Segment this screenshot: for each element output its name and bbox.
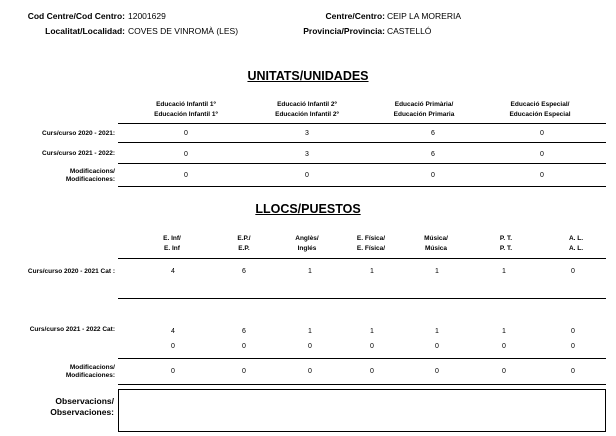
llocs-cell: 0 [242, 368, 246, 375]
llocs-cell: 1 [502, 268, 506, 275]
unitats-col-inf2: Educació Infantil 2º Educación Infantil 2º [275, 101, 339, 118]
unitats-cell: 3 [305, 130, 309, 137]
unitats-row-2021-label: Curs/curso 2021 - 2022: [42, 150, 115, 157]
llocs-col-efisica: E. Física/ E. Física/ [356, 235, 386, 252]
code-value: 12001629 [128, 11, 166, 21]
unitats-cell: 0 [305, 172, 309, 179]
llocs-cell: 6 [242, 268, 246, 275]
llocs-cell: 1 [435, 328, 439, 335]
llocs-row-2021-label: Curs/curso 2021 - 2022 Cat: [29, 326, 115, 333]
code-label: Cod Centre/Cod Centro: [27, 11, 125, 21]
llocs-cell: 1 [308, 268, 312, 275]
unitats-modif-label: Modificacions/ Modificaciones: [65, 168, 115, 183]
unitats-cell: 6 [431, 130, 435, 137]
llocs-col-einf: E. Inf/ E. Inf [163, 235, 181, 252]
unitats-cell: 0 [184, 130, 188, 137]
llocs-cell: 0 [571, 328, 575, 335]
llocs-cell: 1 [502, 328, 506, 335]
llocs-cell: 0 [171, 368, 175, 375]
divider [118, 258, 606, 259]
llocs-cell: 4 [171, 268, 175, 275]
locality-label: Localitat/Localidad: [45, 26, 125, 36]
unitats-cell: 0 [540, 151, 544, 158]
llocs-cell: 6 [242, 328, 246, 335]
llocs-col-pt: P. T. P. T. [499, 235, 513, 252]
unitats-row-2020-label: Curs/curso 2020 - 2021: [42, 130, 115, 137]
divider [118, 142, 606, 143]
llocs-cell: 0 [435, 368, 439, 375]
unitats-cell: 6 [431, 151, 435, 158]
llocs-col-angles: Anglès/ Inglés [295, 235, 319, 252]
province-label: Provincia/Provincia: [303, 26, 385, 36]
llocs-cell: 0 [370, 343, 374, 350]
divider [118, 384, 606, 385]
locality-value: COVES DE VINROMÀ (LES) [128, 26, 239, 36]
llocs-cell: 4 [171, 328, 175, 335]
llocs-cell: 0 [370, 368, 374, 375]
llocs-col-al: A. L. A. L. [568, 235, 584, 252]
llocs-cell: 1 [370, 328, 374, 335]
llocs-cell: 0 [502, 343, 506, 350]
divider [118, 163, 606, 164]
center-value: CEIP LA MORERIA [387, 11, 462, 21]
llocs-cell: 0 [571, 343, 575, 350]
unitats-col-primaria: Educació Primària/ Educación Primaria [393, 101, 455, 118]
unitats-cell: 3 [305, 151, 309, 158]
divider [118, 186, 606, 187]
llocs-cell: 1 [370, 268, 374, 275]
unitats-col-especial: Educació Especial/ Educación Especial [509, 101, 571, 118]
llocs-cell: 0 [571, 368, 575, 375]
llocs-cell: 0 [502, 368, 506, 375]
unitats-title: UNITATS/UNIDADES [247, 69, 369, 83]
llocs-cell: 1 [435, 268, 439, 275]
llocs-cell: 1 [308, 328, 312, 335]
observacions-box[interactable] [118, 389, 606, 432]
observacions-label: Observacions/ Observaciones: [50, 396, 114, 417]
llocs-modif-label: Modificacions/ Modificaciones: [65, 364, 115, 379]
llocs-cell: 0 [571, 268, 575, 275]
llocs-cell: 0 [308, 368, 312, 375]
unitats-cell: 0 [540, 172, 544, 179]
llocs-col-musica: Música/ Música [424, 235, 448, 252]
divider [118, 298, 606, 299]
llocs-col-ep: E.P./ E.P. [237, 235, 251, 252]
unitats-cell: 0 [184, 151, 188, 158]
llocs-row-2020-label: Curs/curso 2020 - 2021 Cat : [27, 268, 115, 275]
unitats-cell: 0 [431, 172, 435, 179]
llocs-cell: 0 [242, 343, 246, 350]
province-value: CASTELLÓ [387, 26, 432, 36]
unitats-cell: 0 [184, 172, 188, 179]
divider [118, 123, 606, 124]
llocs-title: LLOCS/PUESTOS [255, 202, 361, 216]
llocs-cell: 0 [308, 343, 312, 350]
divider [118, 358, 606, 359]
unitats-col-inf1: Educació Infantil 1º Educación Infantil 1º [154, 101, 218, 118]
llocs-cell: 0 [435, 343, 439, 350]
llocs-cell: 0 [171, 343, 175, 350]
unitats-cell: 0 [540, 130, 544, 137]
center-label: Centre/Centro: [325, 11, 385, 21]
